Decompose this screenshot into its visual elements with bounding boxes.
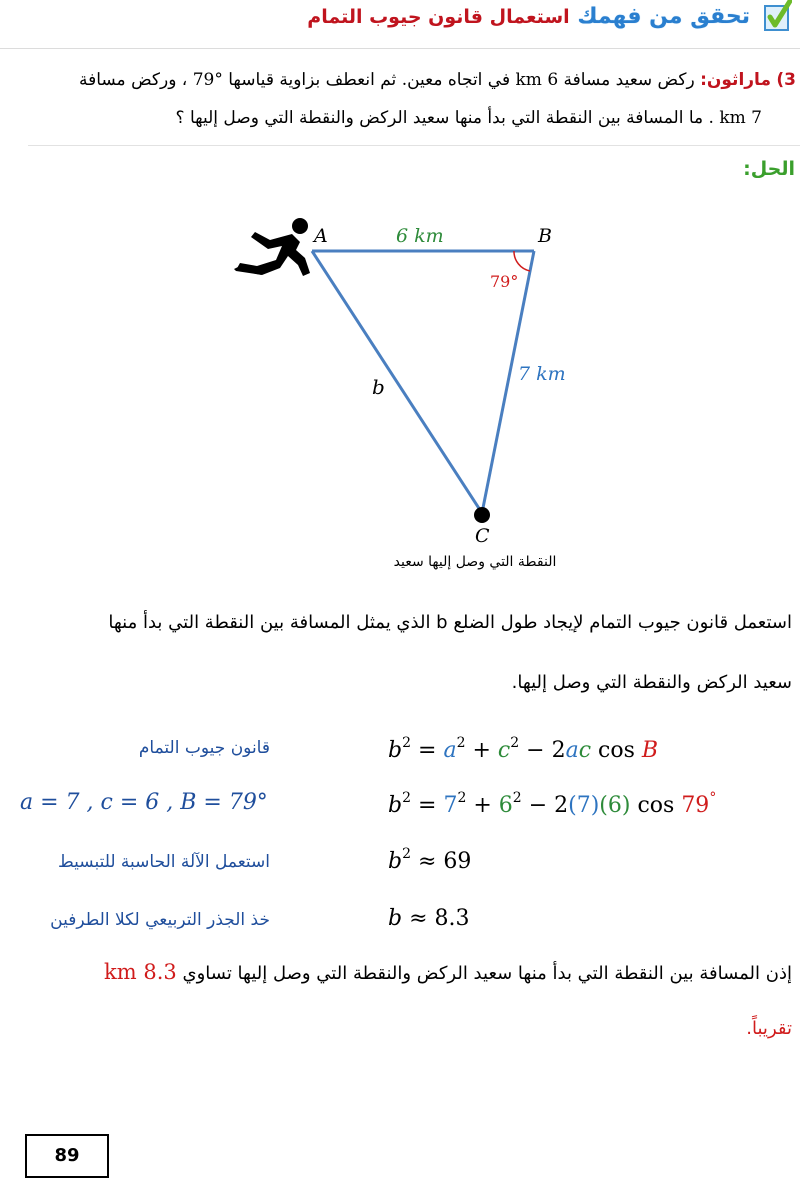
header-title-text: استعمال قانون جيوب التمام — [307, 6, 570, 28]
vertex-a-label: A — [314, 225, 328, 247]
side-ac — [312, 251, 482, 513]
step-1-equation: $b^2 = a^2 + c^2 - 2ac$ cos B — [388, 735, 659, 763]
vertex-b-label: B — [538, 225, 552, 247]
angle-arc-b — [514, 251, 530, 271]
point-c — [474, 507, 490, 523]
problem-line-1 — [0, 70, 796, 90]
runner-icon — [234, 218, 310, 276]
header-highlight: تحقق من فهمك — [577, 4, 750, 29]
conclusion-text: إذن المسافة بين النقطة التي بدأ منها سعيد الركض والنقطة التي وصل إليها تساوي — [182, 963, 792, 984]
conclusion-line-1 — [0, 960, 792, 984]
divider — [28, 145, 800, 146]
explanation-line-1: استعمل قانون جيوب التمام لإيجاد طول الضلع b الذي يمثل المسافة بين النقطة التي بدأ منها — [108, 612, 792, 633]
answer-value: 8.3 km — [104, 960, 177, 984]
step-2-equation: $b^2 = 7^2 + 6^2 - 2(7)(6)$ cos 79° — [388, 790, 717, 818]
problem-text-1: ركض سعيد مسافة 6 km في اتجاه معين. ثم انعطف بزاوية قياسها °79 ، وركض مسافة — [78, 70, 695, 90]
conclusion-line-2: تقريباً. — [746, 1018, 792, 1039]
diagram-caption: النقطة التي وصل إليها سعيد — [393, 554, 557, 570]
solution-label: الحل: — [743, 158, 795, 180]
problem-line-2: 7 km . ما المسافة بين النقطة التي بدأ منها سعيد الركض والنقطة التي وصل إليها ؟ — [175, 108, 762, 128]
problem-label: ماراثون: — [700, 70, 771, 90]
step-1-note: قانون جيوب التمام — [138, 738, 270, 758]
step-4-note: خذ الجذر التربيعي لكلا الطرفين — [50, 910, 270, 930]
header-divider — [0, 48, 800, 49]
step-3-note: استعمل الآلة الحاسبة للتبسيط — [58, 852, 270, 872]
checkbox-check-icon — [762, 0, 792, 34]
side-ac-label: b — [372, 375, 385, 399]
problem-number: 3) — [776, 70, 796, 90]
triangle-diagram — [0, 180, 800, 600]
step-4-equation: b ≈ 8.3 — [388, 906, 470, 931]
page-number: 89 — [25, 1134, 109, 1178]
side-ab-label: 6 km — [396, 225, 444, 247]
side-bc-label: 7 km — [518, 363, 566, 385]
explanation-line-2: سعيد الركض والنقطة التي وصل إليها. — [511, 672, 792, 693]
step-3-equation: $b^2 \approx 69$ — [388, 846, 472, 874]
section-header — [307, 4, 750, 29]
step-2-note: a = 7 , c = 6 , B = 79° — [20, 790, 268, 815]
vertex-c-label: C — [475, 525, 490, 547]
angle-b-label: 79° — [490, 272, 519, 291]
